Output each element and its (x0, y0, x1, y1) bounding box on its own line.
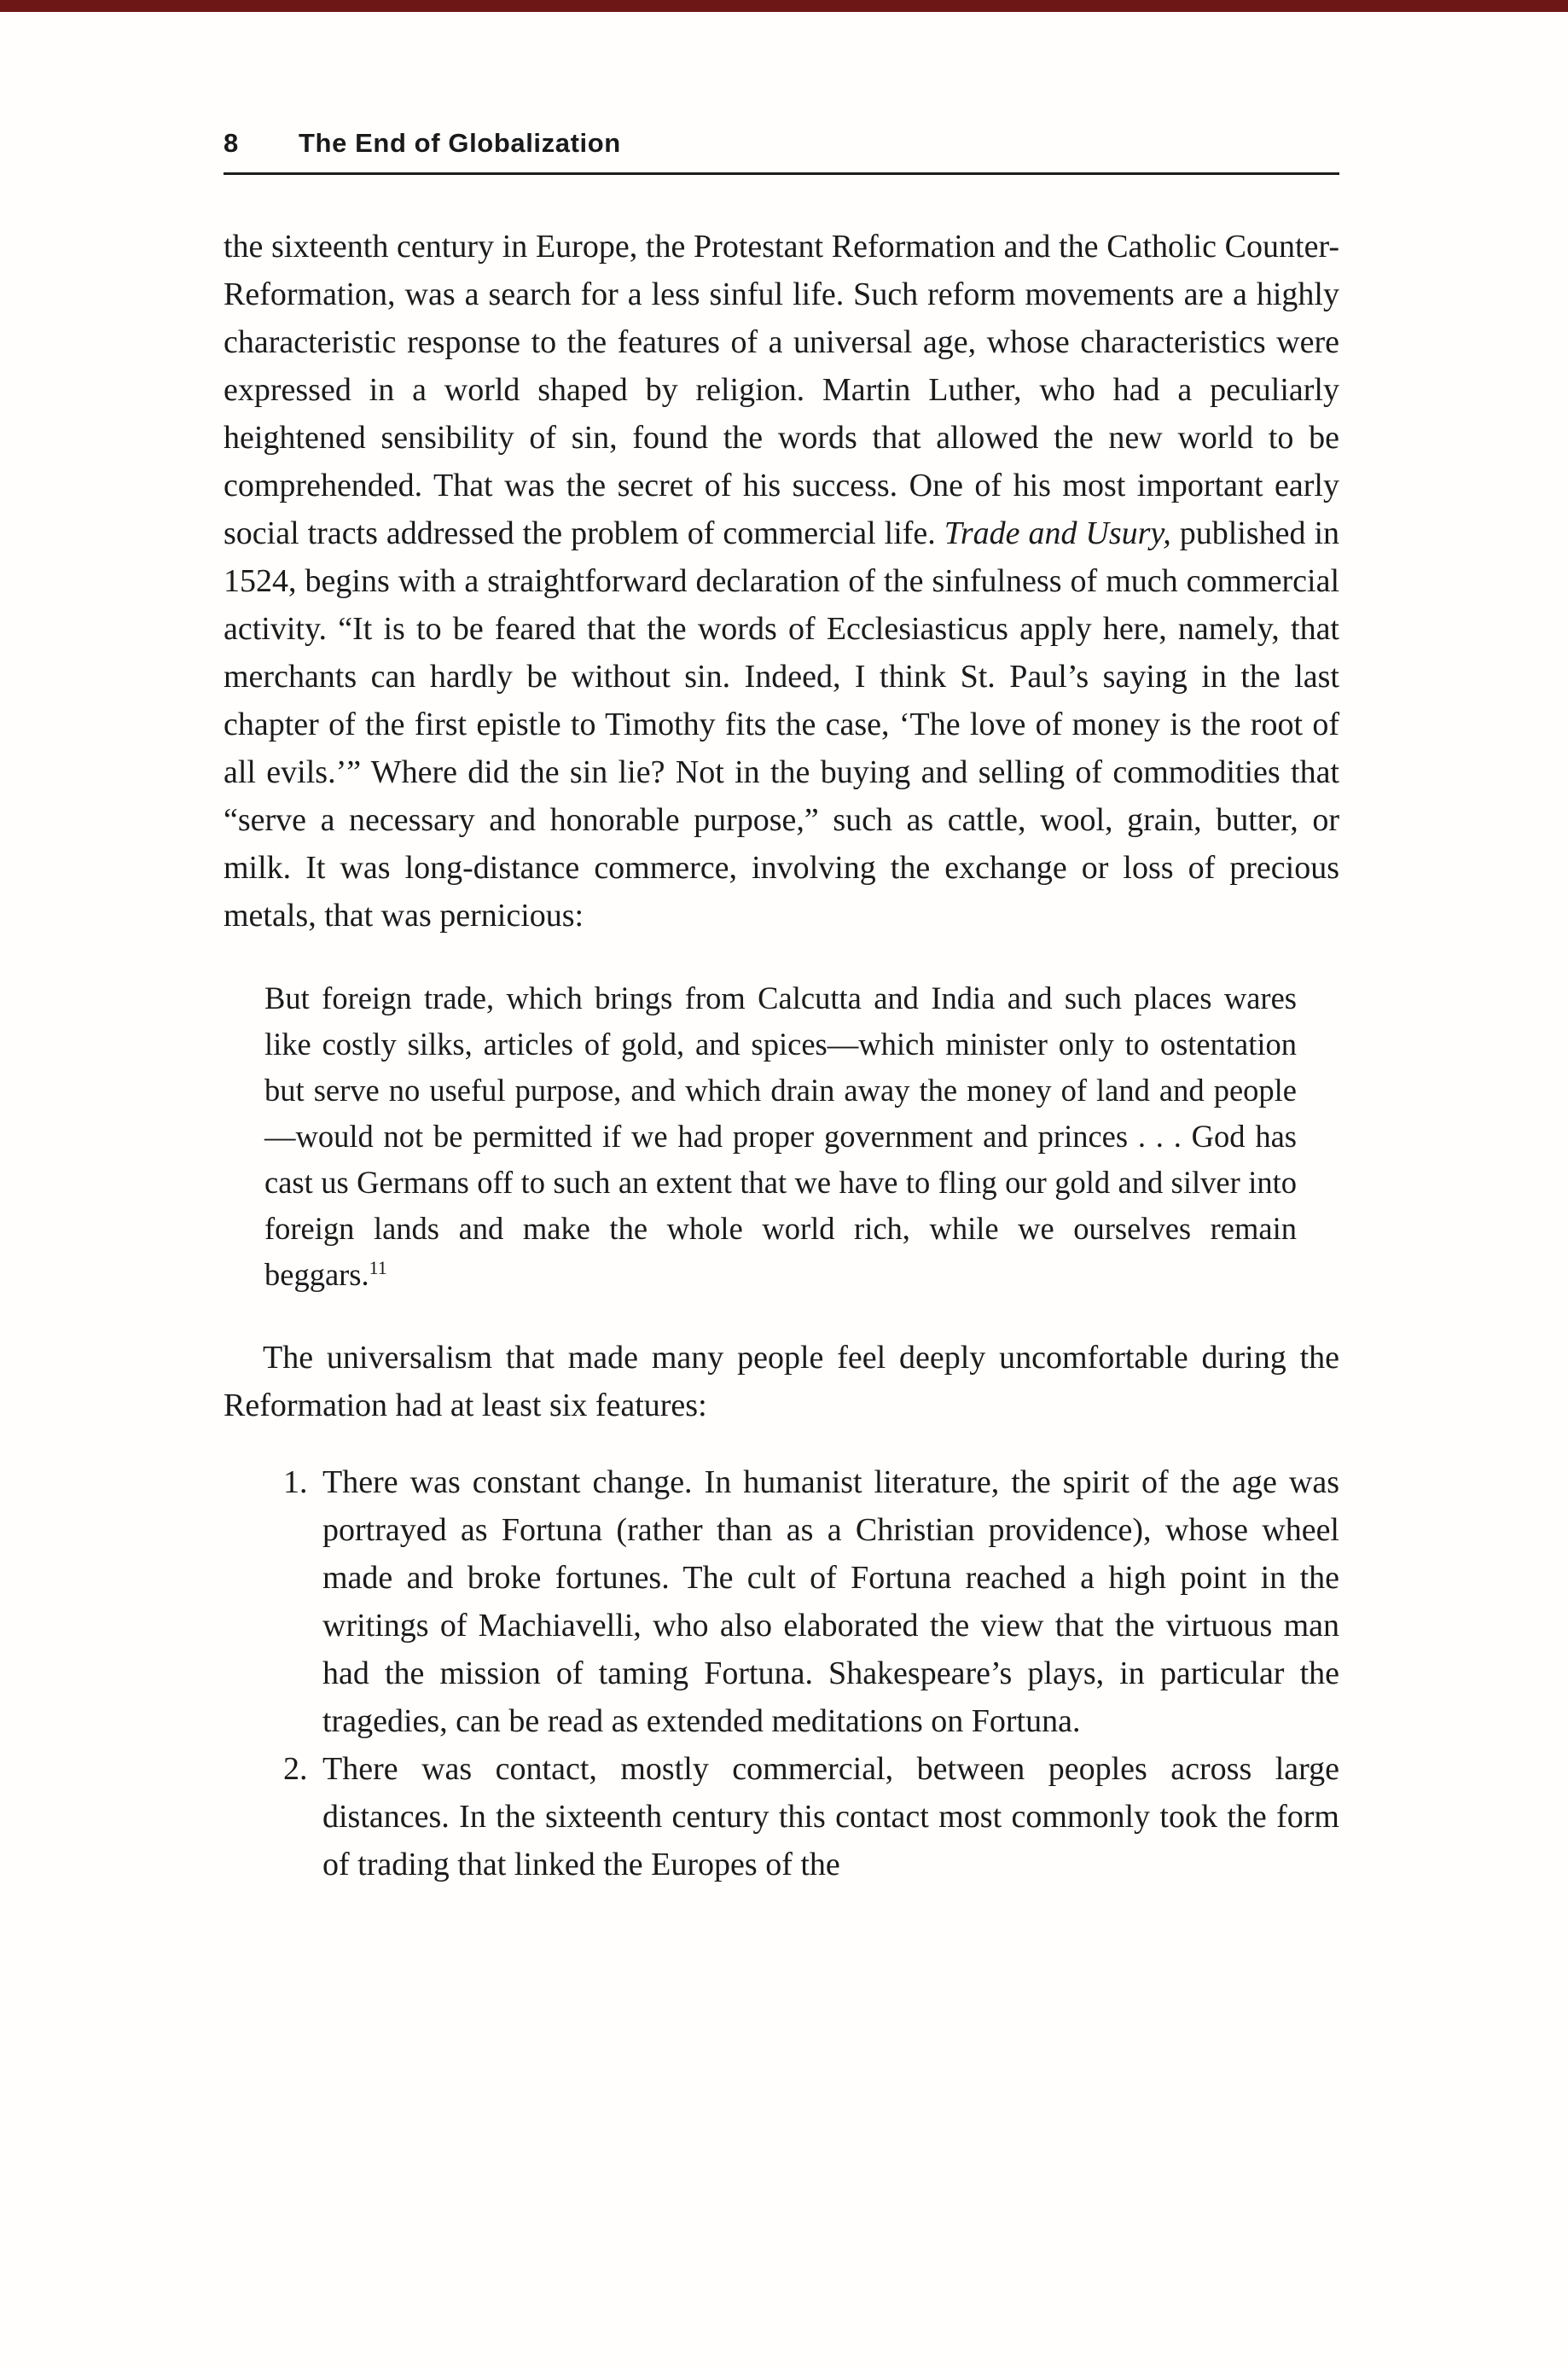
list-item-1-number: 1. (283, 1464, 308, 1500)
running-title: The End of Globalization (299, 128, 621, 158)
block-quote (264, 975, 1297, 1298)
running-header (224, 128, 1339, 159)
features-list (224, 1458, 1339, 1888)
header-rule (224, 172, 1339, 175)
book-title-italic: Trade and Usury, (944, 515, 1171, 551)
block-quote-text: But foreign trade, which brings from Calcutta and India and such places wares like costly silks, articles of gold, and spices—which minister only to ostentation but serve no useful purpose, and which drain away the money of land and people—would not be permitted if we had proper government and princes . . . God has cast us Germans off to such an extent that we have to fling our gold and silver into foreign lands and make the whole world rich, while we ourselves remain beggars. (264, 980, 1297, 1292)
paragraph-2: The universalism that made many people feel deeply uncomfortable during the Reformation had at least six features: (224, 1340, 1339, 1423)
list-item-2-number: 2. (283, 1751, 308, 1787)
list-item-2 (283, 1745, 1339, 1888)
list-item-2-text: There was contact, mostly commercial, between peoples across large distances. In the sixteenth century this contact most commonly took the form of trading that linked the Europes of the (322, 1751, 1339, 1882)
page-number: 8 (224, 128, 239, 158)
footnote-marker: 11 (369, 1256, 387, 1278)
page-content (224, 0, 1339, 1888)
list-item-1 (283, 1458, 1339, 1745)
paragraph-1-continued: published in 1524, begins with a straightforward declaration of the sinfulness of much commercial activity. “It is to be feared that the words of Ecclesiasticus apply here, namely, that merchants can hardly be without sin. Indeed, I think St. Paul’s saying in the last chapter of the first epistle to Timothy fits the case, ‘The love of money is the root of all evils.’” Where did the sin lie? Not in the buying and selling of commodities that “serve a necessary and honorable purpose,” such as cattle, wool, grain, butter, or milk. It was long-distance commerce, involving the exchange or loss of precious metals, that was pernicious: (224, 515, 1339, 934)
page-body (224, 223, 1339, 1888)
list-item-1-text: There was constant change. In humanist literature, the spirit of the age was portrayed as Fortuna (rather than as a Christian providence), whose wheel made and broke fortunes. The cult of Fortuna reached a high point in the writings of Machiavelli, who also elaborated the view that the virtuous man had the mission of taming Fortuna. Shakespeare’s plays, in particular the tragedies, can be read as extended meditations on Fortuna. (322, 1464, 1339, 1739)
paragraph-1-text: the sixteenth century in Europe, the Protestant Reformation and the Catholic Counter-Reformation, was a search for a less sinful life. Such reform movements are a highly characteristic response to the features of a universal age, whose characteristics were expressed in a world shaped by religion. Martin Luther, who had a peculiarly heightened sensibility of sin, found the words that allowed the new world to be comprehended. That was the secret of his success. One of his most important early social tracts addressed the problem of commercial life. (224, 229, 1339, 551)
paragraph-1 (224, 223, 1339, 940)
